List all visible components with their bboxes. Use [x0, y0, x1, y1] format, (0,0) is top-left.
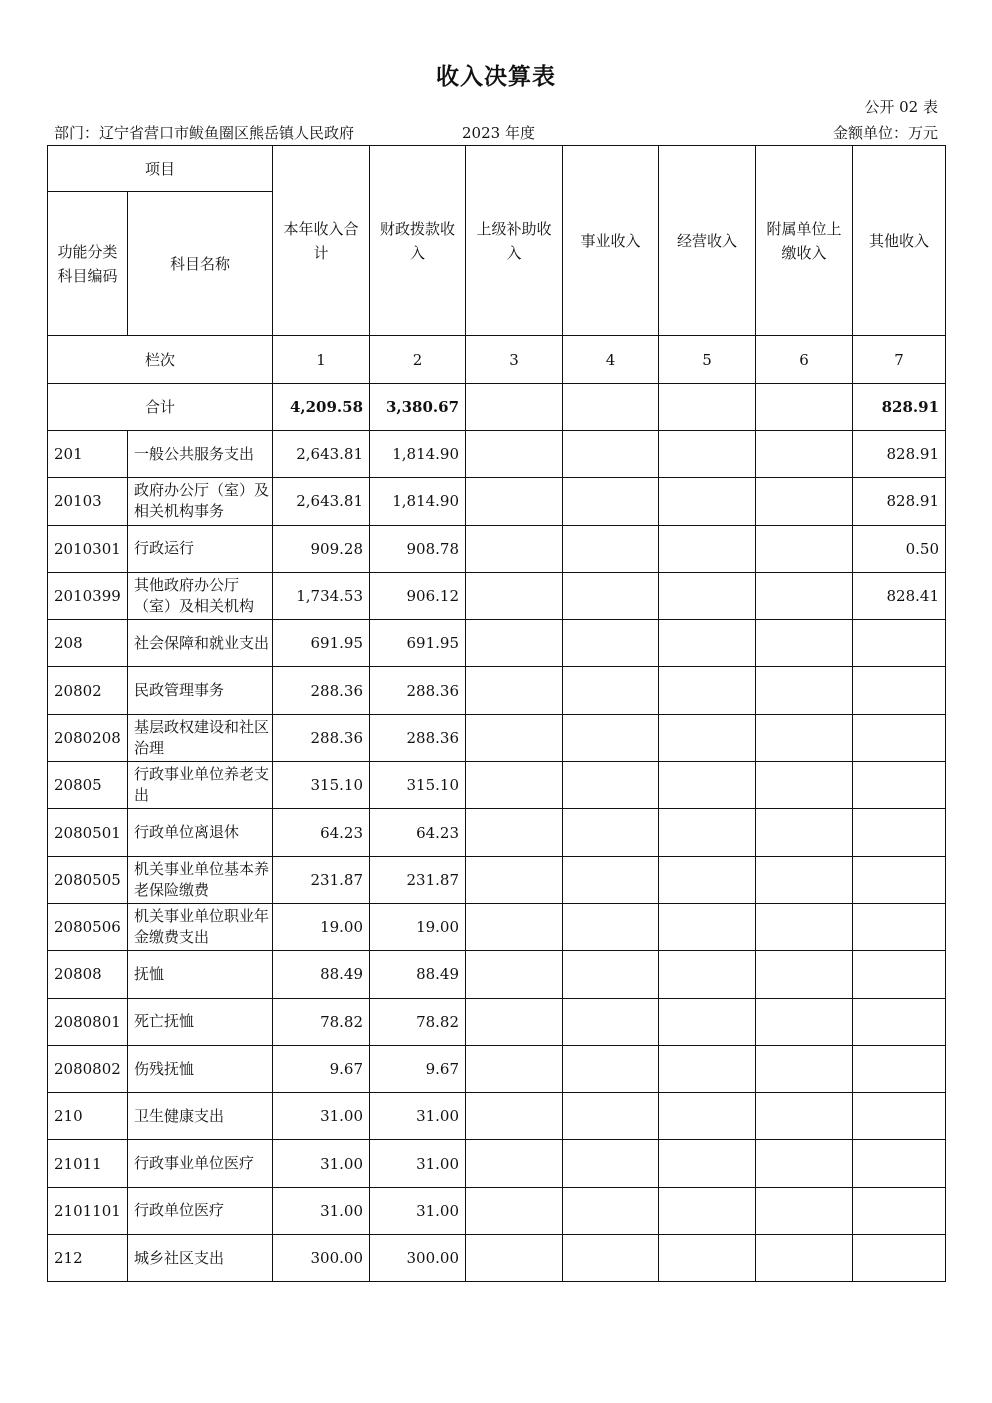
amount-cell: [466, 809, 563, 856]
amount-cell: [466, 478, 563, 525]
meta-row: [54, 122, 938, 142]
amount-cell: [853, 1045, 946, 1092]
amount-cell: [853, 951, 946, 998]
amount-cell: [563, 1235, 659, 1282]
function-code: 2010301: [48, 525, 128, 572]
amount-cell: 231.87: [370, 856, 466, 903]
table-row: [48, 856, 946, 903]
amount-cell: [659, 1093, 756, 1140]
department-label: 部门：辽宁省营口市鲅鱼圈区熊岳镇人民政府: [54, 124, 355, 142]
subject-name-cell: [128, 1140, 273, 1187]
amount-cell: 31.00: [273, 1093, 370, 1140]
amount-cell: 0.50: [853, 525, 946, 572]
function-code: 2080501: [48, 809, 128, 856]
amount-cell: 315.10: [370, 762, 466, 809]
subject-name: 抚恤: [134, 964, 165, 983]
table-row: [48, 1235, 946, 1282]
amount-cell: 691.95: [370, 620, 466, 667]
amount-cell: [756, 667, 853, 714]
amount-cell: [659, 762, 756, 809]
subject-name: 机关事业单位基本养老保险缴费: [134, 859, 270, 899]
amount-cell: [466, 762, 563, 809]
income-table: [47, 145, 946, 1282]
amount-cell: [563, 478, 659, 525]
amount-cell: [466, 667, 563, 714]
subject-name-cell: [128, 478, 273, 525]
subject-name: 机关事业单位职业年金缴费支出: [134, 907, 270, 947]
subject-name: 死亡抚恤: [134, 1012, 195, 1031]
amount-cell: 19.00: [370, 903, 466, 950]
header-col-1: 本年收入合计: [273, 146, 370, 336]
line-number: 6: [756, 336, 853, 384]
subject-name-cell: [128, 667, 273, 714]
function-code: 2080802: [48, 1045, 128, 1092]
amount-cell: [756, 1093, 853, 1140]
function-code: 2080505: [48, 856, 128, 903]
amount-cell: [563, 667, 659, 714]
amount-cell: [853, 1235, 946, 1282]
amount-cell: [659, 1187, 756, 1234]
amount-cell: [659, 525, 756, 572]
amount-cell: [659, 903, 756, 950]
header-col-7: 其他收入: [853, 146, 946, 336]
amount-cell: [659, 572, 756, 619]
total-value: 4,209.58: [273, 384, 370, 431]
amount-cell: [563, 951, 659, 998]
subject-name: 政府办公厅（室）及相关机构事务: [134, 481, 270, 521]
subject-name-cell: [128, 809, 273, 856]
amount-cell: [466, 951, 563, 998]
header-col-6: 附属单位上缴收入: [756, 146, 853, 336]
amount-cell: [659, 620, 756, 667]
subject-name-cell: [128, 998, 273, 1045]
amount-cell: 231.87: [273, 856, 370, 903]
line-number: 2: [370, 336, 466, 384]
function-code: 212: [48, 1235, 128, 1282]
header-col-5: 经营收入: [659, 146, 756, 336]
amount-cell: [466, 998, 563, 1045]
amount-cell: 909.28: [273, 525, 370, 572]
amount-cell: 78.82: [273, 998, 370, 1045]
function-code: 210: [48, 1093, 128, 1140]
line-number: 7: [853, 336, 946, 384]
amount-cell: 9.67: [370, 1045, 466, 1092]
amount-cell: 828.91: [853, 431, 946, 478]
subject-name-cell: [128, 856, 273, 903]
amount-cell: [853, 1140, 946, 1187]
amount-cell: [466, 1140, 563, 1187]
amount-cell: [563, 903, 659, 950]
function-code: 2080801: [48, 998, 128, 1045]
subject-name-cell: [128, 903, 273, 950]
amount-cell: [563, 1093, 659, 1140]
table-row: [48, 1045, 946, 1092]
subject-name: 行政单位离退休: [134, 823, 240, 842]
amount-cell: 1,734.53: [273, 572, 370, 619]
amount-cell: [563, 856, 659, 903]
subject-name: 行政运行: [134, 539, 195, 558]
table-row: [48, 1187, 946, 1234]
amount-cell: [756, 998, 853, 1045]
table-row: [48, 998, 946, 1045]
table-row: [48, 525, 946, 572]
line-number: 3: [466, 336, 563, 384]
subject-name-cell: [128, 762, 273, 809]
total-label: 合计: [48, 384, 273, 431]
amount-cell: [466, 903, 563, 950]
table-row: [48, 809, 946, 856]
function-code: 208: [48, 620, 128, 667]
amount-cell: [756, 951, 853, 998]
subject-name: 行政事业单位医疗: [134, 1154, 255, 1173]
amount-cell: [659, 1140, 756, 1187]
amount-cell: [756, 620, 853, 667]
header-col-3: 上级补助收入: [466, 146, 563, 336]
amount-cell: [853, 762, 946, 809]
page-title: 收入决算表: [436, 64, 556, 90]
subject-name-cell: [128, 1235, 273, 1282]
amount-cell: [756, 478, 853, 525]
amount-cell: [853, 998, 946, 1045]
amount-cell: 64.23: [370, 809, 466, 856]
table-row: [48, 620, 946, 667]
subject-name-cell: [128, 951, 273, 998]
table-row: [48, 431, 946, 478]
amount-cell: 31.00: [273, 1140, 370, 1187]
subject-name-cell: [128, 525, 273, 572]
table-row: [48, 951, 946, 998]
amount-cell: 828.91: [853, 478, 946, 525]
amount-cell: [563, 762, 659, 809]
total-value: [563, 384, 659, 431]
amount-cell: 691.95: [273, 620, 370, 667]
amount-cell: 906.12: [370, 572, 466, 619]
table-row: [48, 1093, 946, 1140]
amount-cell: [659, 998, 756, 1045]
amount-cell: 300.00: [273, 1235, 370, 1282]
amount-cell: 288.36: [273, 667, 370, 714]
amount-cell: 288.36: [370, 714, 466, 761]
amount-cell: [563, 431, 659, 478]
amount-cell: 88.49: [273, 951, 370, 998]
amount-cell: 88.49: [370, 951, 466, 998]
amount-cell: [853, 856, 946, 903]
amount-cell: 315.10: [273, 762, 370, 809]
subject-name-cell: [128, 1045, 273, 1092]
subject-name-cell: [128, 620, 273, 667]
line-number: 1: [273, 336, 370, 384]
amount-cell: [756, 762, 853, 809]
subject-name: 伤残抚恤: [134, 1059, 195, 1078]
amount-cell: [466, 620, 563, 667]
subject-name: 行政事业单位养老支出: [134, 765, 270, 805]
amount-cell: 1,814.90: [370, 431, 466, 478]
function-code: 2080506: [48, 903, 128, 950]
amount-cell: [466, 1093, 563, 1140]
amount-cell: [563, 525, 659, 572]
amount-cell: 31.00: [370, 1140, 466, 1187]
amount-cell: [466, 572, 563, 619]
header-col-4: 事业收入: [563, 146, 659, 336]
amount-cell: [466, 1235, 563, 1282]
amount-cell: [659, 1235, 756, 1282]
header-col-2: 财政拨款收入: [370, 146, 466, 336]
function-code: 201: [48, 431, 128, 478]
fiscal-year: 2023 年度: [462, 124, 535, 142]
amount-cell: [756, 714, 853, 761]
amount-cell: [563, 620, 659, 667]
table-header: [48, 146, 946, 384]
total-value: 828.91: [853, 384, 946, 431]
amount-cell: 19.00: [273, 903, 370, 950]
amount-cell: [659, 478, 756, 525]
amount-cell: [466, 1045, 563, 1092]
amount-cell: [853, 1093, 946, 1140]
amount-cell: [756, 1045, 853, 1092]
amount-cell: [466, 714, 563, 761]
table-row: [48, 714, 946, 761]
function-code: 20103: [48, 478, 128, 525]
total-row: [48, 384, 946, 431]
line-number: 4: [563, 336, 659, 384]
amount-cell: [563, 998, 659, 1045]
amount-cell: [756, 856, 853, 903]
subject-name: 基层政权建设和社区治理: [134, 717, 270, 757]
amount-cell: [853, 809, 946, 856]
amount-cell: [756, 1140, 853, 1187]
subject-name-cell: [128, 431, 273, 478]
function-code: 20808: [48, 951, 128, 998]
amount-cell: [756, 525, 853, 572]
amount-cell: [659, 1045, 756, 1092]
amount-cell: 288.36: [273, 714, 370, 761]
function-code: 20802: [48, 667, 128, 714]
subject-name-cell: [128, 572, 273, 619]
function-code: 2101101: [48, 1187, 128, 1234]
line-number: 5: [659, 336, 756, 384]
amount-cell: [659, 714, 756, 761]
amount-cell: 31.00: [370, 1093, 466, 1140]
subject-name: 卫生健康支出: [134, 1106, 225, 1125]
amount-cell: [563, 1187, 659, 1234]
amount-cell: 828.41: [853, 572, 946, 619]
amount-cell: [853, 1187, 946, 1234]
function-code: 20805: [48, 762, 128, 809]
table-row: [48, 478, 946, 525]
total-value: [659, 384, 756, 431]
table-row: [48, 1140, 946, 1187]
header-subject-name: 科目名称: [128, 192, 273, 336]
table-row: [48, 762, 946, 809]
amount-cell: [563, 714, 659, 761]
function-code: 2010399: [48, 572, 128, 619]
amount-cell: [853, 714, 946, 761]
amount-cell: [659, 951, 756, 998]
amount-cell: 64.23: [273, 809, 370, 856]
amount-cell: [659, 667, 756, 714]
amount-cell: [756, 1235, 853, 1282]
amount-cell: 2,643.81: [273, 478, 370, 525]
line-number-label: 栏次: [48, 336, 273, 384]
amount-cell: [563, 809, 659, 856]
amount-cell: [659, 431, 756, 478]
function-code: 2080208: [48, 714, 128, 761]
amount-cell: [756, 1187, 853, 1234]
subject-name: 其他政府办公厅（室）及相关机构: [134, 576, 255, 616]
amount-cell: [466, 1187, 563, 1234]
amount-cell: 31.00: [273, 1187, 370, 1234]
subject-name: 民政管理事务: [134, 681, 225, 700]
amount-cell: [563, 1140, 659, 1187]
amount-cell: [853, 620, 946, 667]
amount-cell: [756, 572, 853, 619]
amount-cell: 288.36: [370, 667, 466, 714]
amount-cell: 300.00: [370, 1235, 466, 1282]
amount-unit: 金额单位：万元: [832, 124, 938, 142]
amount-cell: [466, 856, 563, 903]
amount-cell: [563, 1045, 659, 1092]
table-row: [48, 572, 946, 619]
total-value: [756, 384, 853, 431]
total-value: [466, 384, 563, 431]
amount-cell: 9.67: [273, 1045, 370, 1092]
table-row: [48, 667, 946, 714]
amount-cell: [853, 667, 946, 714]
subject-name-cell: [128, 1093, 273, 1140]
header-item: 项目: [48, 146, 273, 192]
subject-name: 城乡社区支出: [134, 1248, 225, 1267]
subject-name-cell: [128, 714, 273, 761]
function-code: 21011: [48, 1140, 128, 1187]
amount-cell: 908.78: [370, 525, 466, 572]
amount-cell: 78.82: [370, 998, 466, 1045]
header-func-code: 功能分类科目编码: [48, 192, 128, 336]
subject-name: 一般公共服务支出: [134, 444, 255, 463]
amount-cell: 2,643.81: [273, 431, 370, 478]
amount-cell: [756, 431, 853, 478]
total-value: 3,380.67: [370, 384, 466, 431]
amount-cell: [853, 903, 946, 950]
amount-cell: [756, 903, 853, 950]
form-code: 公开 02 表: [864, 98, 938, 116]
amount-cell: [563, 572, 659, 619]
subject-name-cell: [128, 1187, 273, 1234]
amount-cell: [659, 856, 756, 903]
amount-cell: 31.00: [370, 1187, 466, 1234]
table-row: [48, 903, 946, 950]
subject-name: 行政单位医疗: [134, 1201, 225, 1220]
amount-cell: [756, 809, 853, 856]
amount-cell: 1,814.90: [370, 478, 466, 525]
amount-cell: [659, 809, 756, 856]
subject-name: 社会保障和就业支出: [134, 633, 270, 652]
amount-cell: [466, 525, 563, 572]
table-body: [48, 384, 946, 1282]
amount-cell: [466, 431, 563, 478]
